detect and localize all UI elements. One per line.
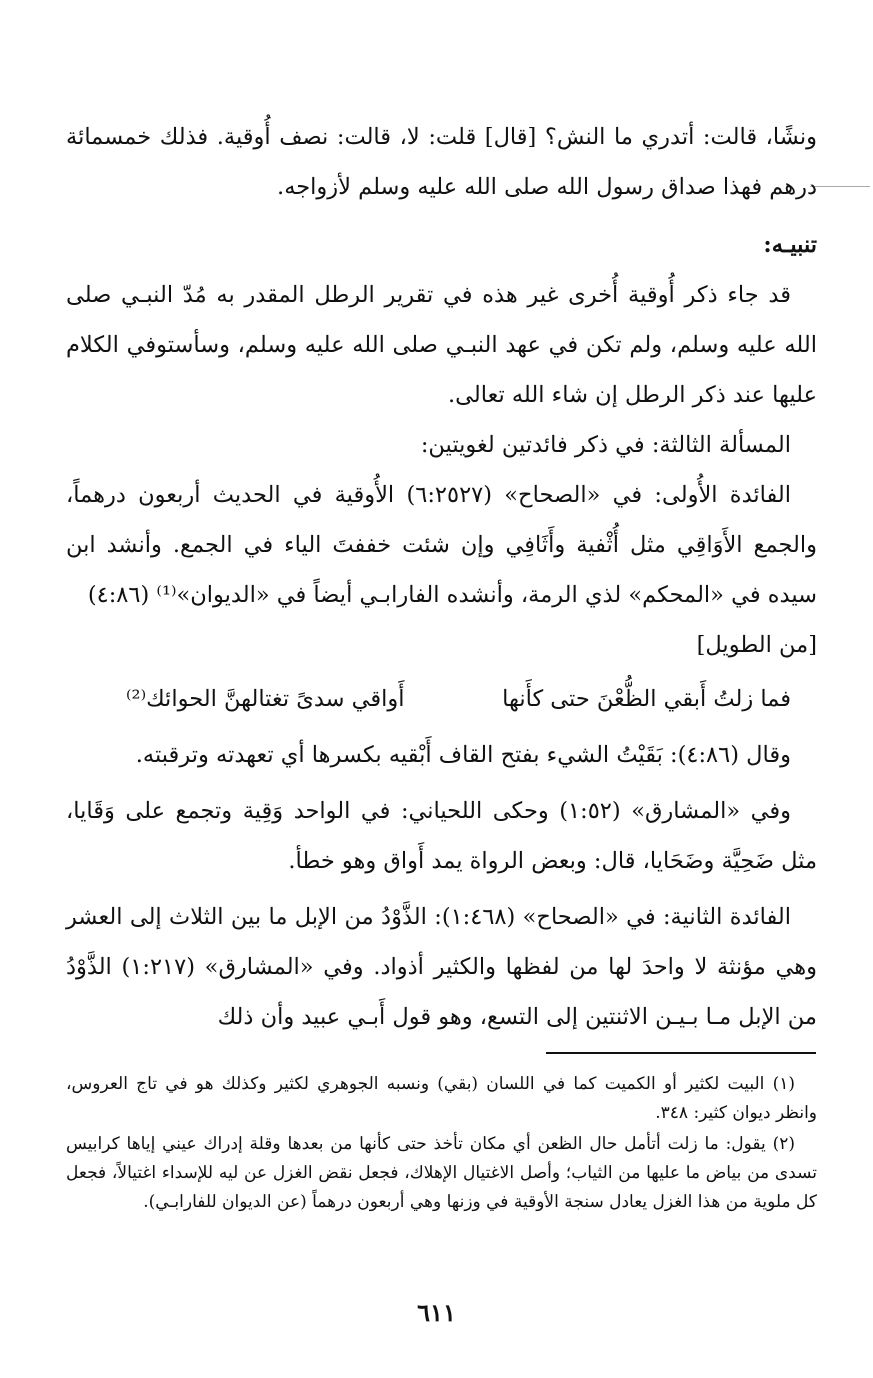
- note-heading: تنبيـه:: [763, 232, 817, 258]
- paragraph-6: وفي «المشارق» (١:٥٢) وحكى اللحياني: في الواحد وَقِية وتجمع على وَقَايا، مثل ضَحِيَّة وضَحَايا، قال: وبعض الرواة يمد أَواق وهو خطأ.: [66, 798, 817, 874]
- paragraph-7: الفائدة الثانية: في «الصحاح» (١:٤٦٨): الذَّوْدُ من الإبل ما بين الثلاث إلى العشر وهي مؤنثة لا واحدَ لها من لفظها والكثير أذواد. وفي «المشارق» (١:٢١٧) الذَّوْدُ من الإبل مـا بـيـن الاثنتين إلى التسع، وهو قول أَبـي عبيد وأن ذلك: [66, 904, 817, 1030]
- page-number: ٦١١: [417, 1298, 456, 1327]
- verse-second-hemistich: أَواقي سدىً تغتالهنَّ الحوائك⁽²⁾: [126, 686, 405, 712]
- paragraph-1: ونشًا، قالت: أتدري ما النش؟ [قال] قلت: لا، قالت: نصف أُوقية. فذلك خمسمائة درهم فهذا صداق رسول الله صلى الله عليه وسلم لأزواجه.: [66, 124, 817, 200]
- footnotes: [66, 1070, 817, 1219]
- section-title: المسألة الثالثة: في ذكر فائدتين لغويتين:: [420, 432, 791, 458]
- paragraph-5: وقال (٤:٨٦): بَقَيْتُ الشيء بفتح القاف أَبْقيه بكسرها أي تعهدته وترقبته.: [135, 742, 791, 768]
- verse-first-hemistich: فما زلتُ أَبقي الظُّعْنَ حتى كأَنها: [502, 686, 791, 712]
- margin-mark: [810, 186, 870, 187]
- paragraph-2: قد جاء ذكر أُوقية أُخرى غير هذه في تقرير الرطل المقدر به مُدّ النبـي صلى الله عليه وسلم، ولم تكن في عهد النبـي صلى الله عليه وسلم، وسأستوفي الكلام عليها عند ذكر الرطل إن شاء الله تعالى.: [66, 282, 817, 408]
- meter-label: [من الطويل]: [696, 632, 817, 658]
- poetry-verse: [66, 674, 817, 724]
- paragraph-4: الفائدة الأُولى: في «الصحاح» (٦:٢٥٢٧) الأُوقية في الحديث أربعون درهماً، والجمع الأَوَاقِي مثل أُثْفية وأَثَافِي وإن شئت خففتَ الياء في الجمع. وأنشد ابن سيده في «المحكم» لذي الرمة، وأنشده الفارابـي أيضاً في «الديوان»⁽¹⁾ (٤:٨٦): [66, 482, 817, 608]
- footnote-2: (٢) يقول: ما زلت أتأمل حال الظعن أي مكان تأخذ حتى كأنها من بعدها وقلة إدراك عيني إياها كرابيس تسدى من بياض ما عليها من الثياب؛ وأصل الاغتيال الإهلاك، فجعل نقض الغزل عن ليه للإسداء اغتيالاً، فجعل كل ملوية من هذا الغزل يعادل سنجة الأوقية في وزنها وهي أربعون درهماً (عن الديوان للفارابـي).: [66, 1134, 817, 1212]
- main-text: [66, 112, 817, 1042]
- footnote-divider: [546, 1052, 816, 1054]
- footnote-1: (١) البيت لكثير أو الكميت كما في اللسان (بقي) ونسبه الجوهري لكثير وكذلك هو في تاج العروس، وانظر ديوان كثير: ٣٤٨.: [66, 1074, 817, 1123]
